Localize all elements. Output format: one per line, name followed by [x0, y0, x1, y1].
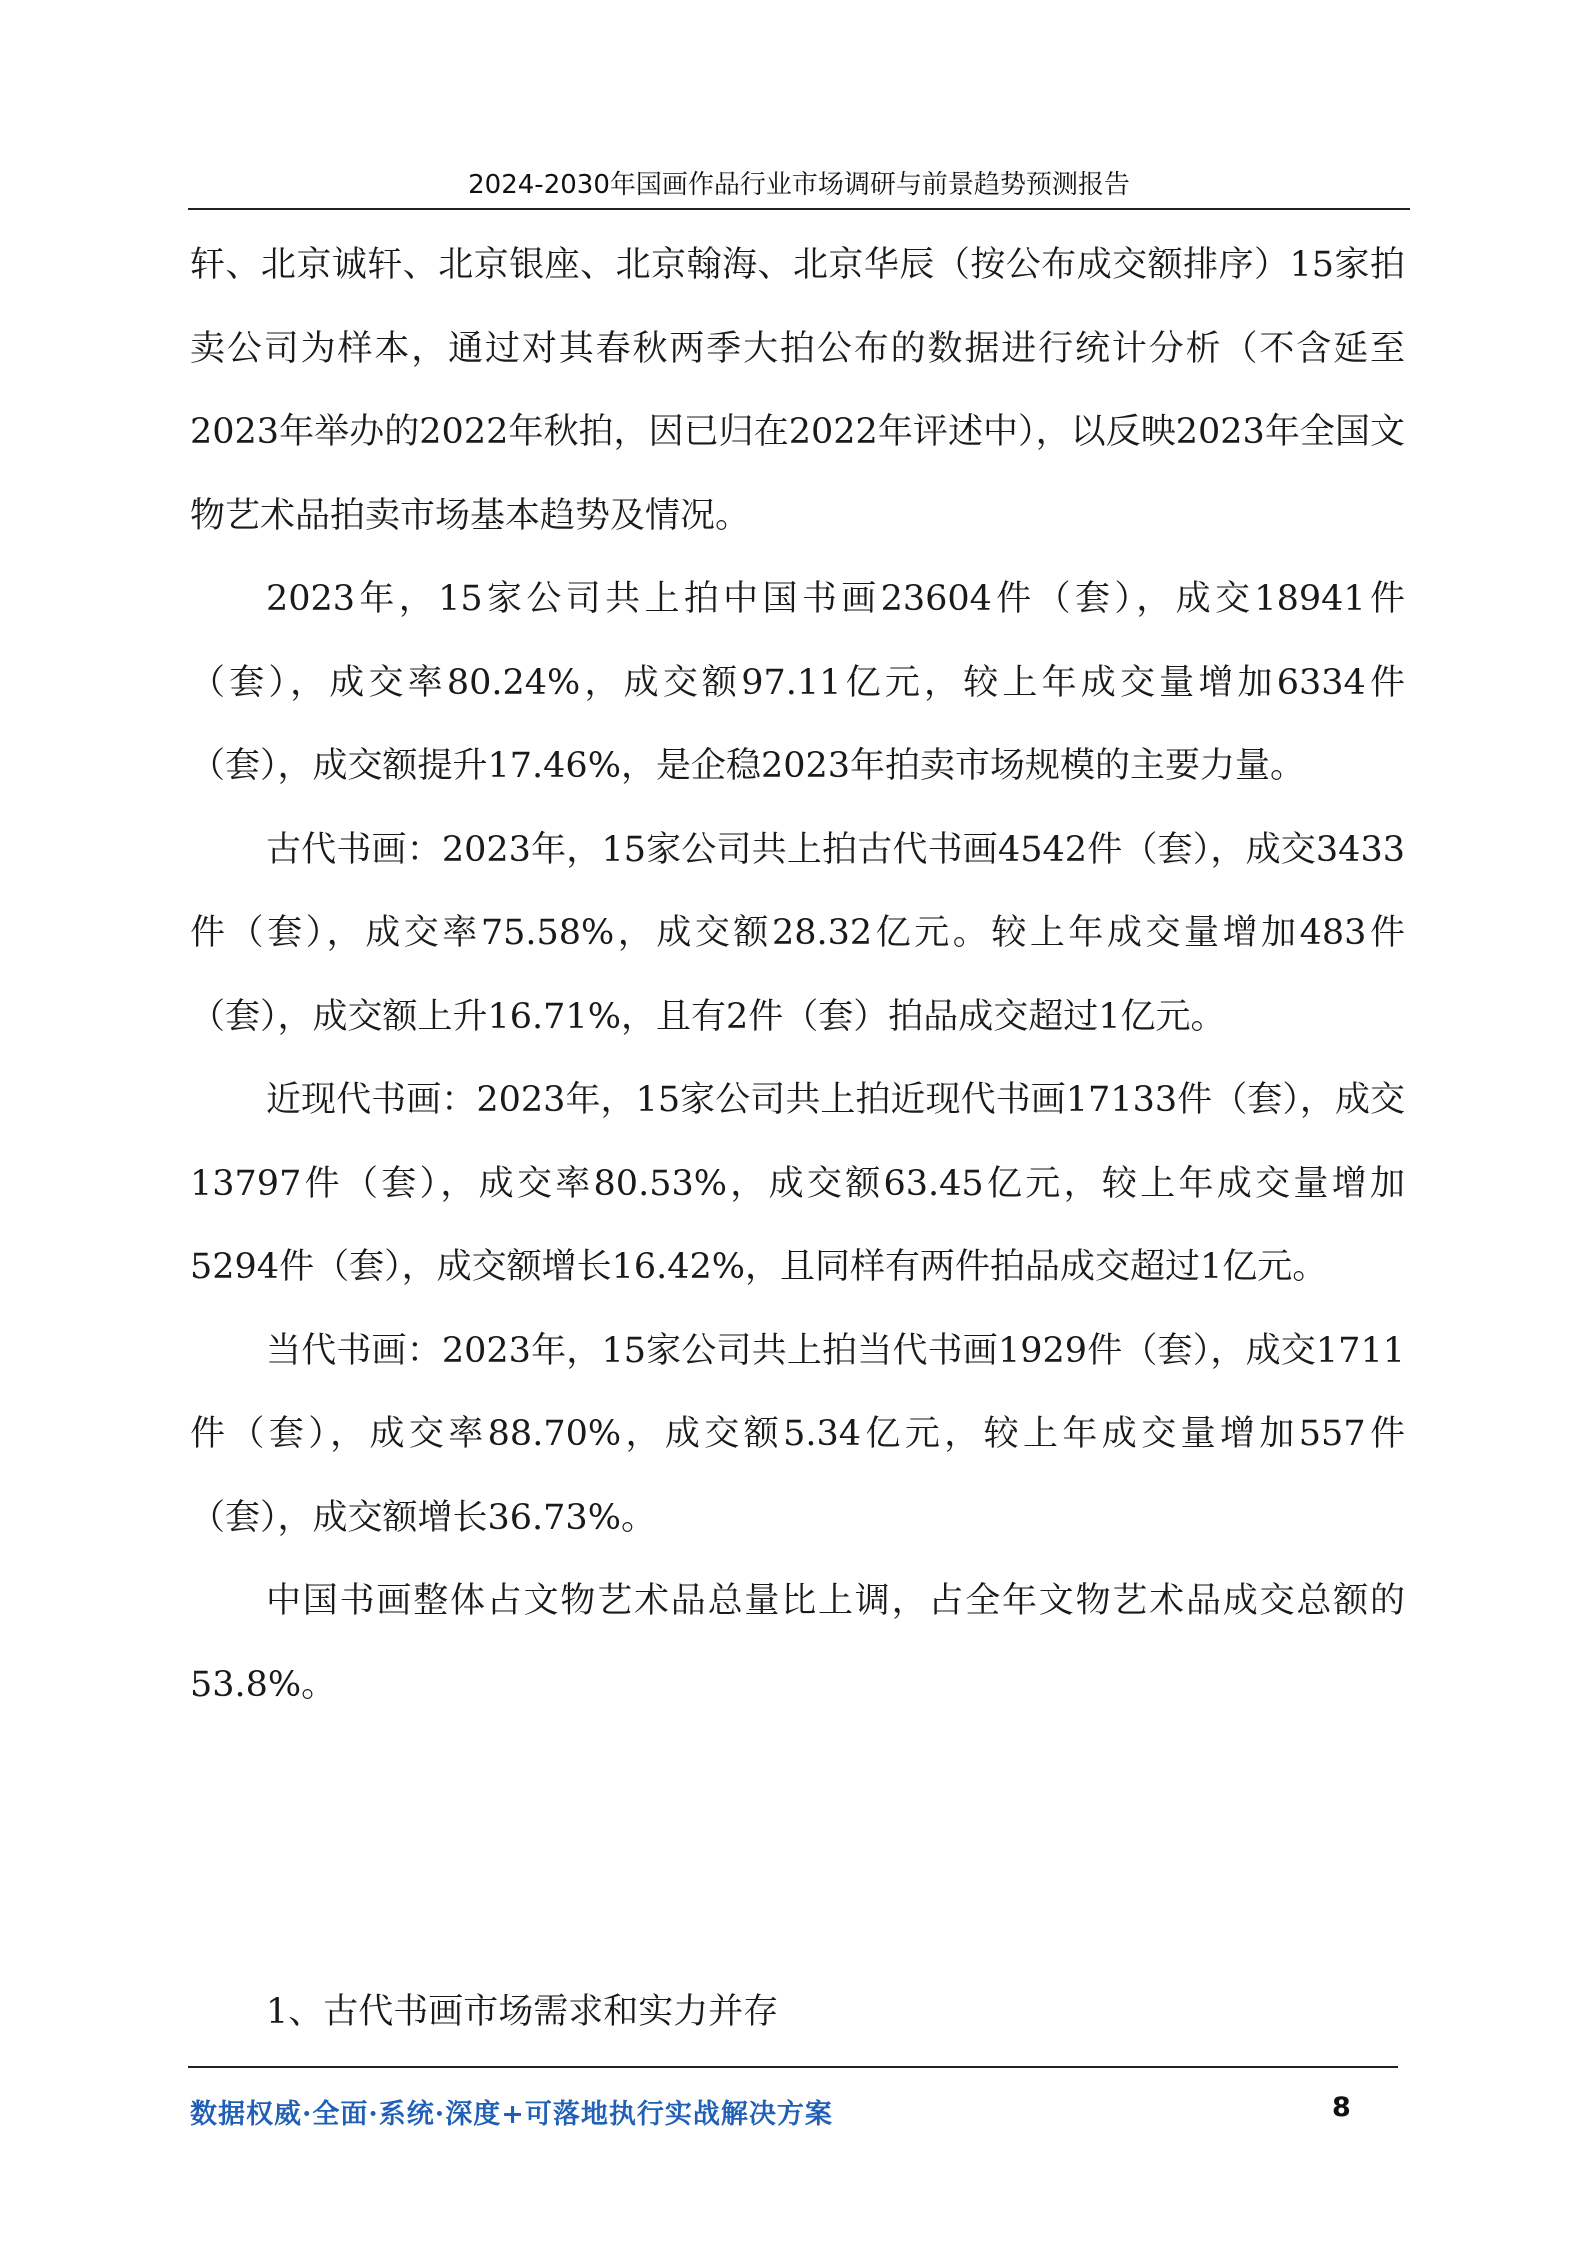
paragraph-market-share: 中国书画整体占文物艺术品总量比上调，占全年文物艺术品成交总额的53.8%。 [190, 1581, 1405, 1705]
page-header-title: 2024-2030年国画作品行业市场调研与前景趋势预测报告 [468, 170, 1130, 200]
section-heading: 1、古代书画市场需求和实力并存 [266, 1992, 779, 2032]
paragraph-sample-description: 轩、北京诚轩、北京银座、北京翰海、北京华辰（按公布成交额排序）15家拍卖公司为样本，通过对其春秋两季大拍公布的数据进行统计分析（不含延至2023年举办的2022年秋拍，因已归在2022年评述中），以反映2023年全国文物艺术品拍卖市场基本趋势及情况。 [190, 245, 1405, 536]
footer-slogan: 数据权威·全面·系统·深度+可落地执行实战解决方案 [190, 2099, 833, 2130]
paragraph-ancient-painting: 古代书画：2023年，15家公司共上拍古代书画4542件（套），成交3433件（套），成交率75.58%，成交额28.32亿元。较上年成交量增加483件（套），成交额上升16.71%，且有2件（套）拍品成交超过1亿元。 [190, 829, 1405, 1037]
paragraph-chinese-painting-overview: 2023年，15家公司共上拍中国书画23604件（套），成交18941件（套），成交率80.24%，成交额97.11亿元，较上年成交量增加6334件（套），成交额提升17.46%，是企稳2023年拍卖市场规模的主要力量。 [190, 579, 1405, 786]
paragraph-contemporary-painting: 当代书画：2023年，15家公司共上拍当代书画1929件（套），成交1711件（套），成交率88.70%，成交额5.34亿元，较上年成交量增加557件（套），成交额增长36.73%。 [190, 1330, 1405, 1538]
header-divider [188, 208, 1410, 210]
body-text [190, 224, 1405, 1727]
paragraph-modern-painting: 近现代书画：2023年，15家公司共上拍近现代书画17133件（套），成交13797件（套），成交率80.53%，成交额63.45亿元，较上年成交量增加5294件（套），成交额增长16.42%，且同样有两件拍品成交超过1亿元。 [190, 1080, 1405, 1287]
page-number: 8 [1332, 2092, 1351, 2123]
footer-divider [188, 2066, 1398, 2068]
